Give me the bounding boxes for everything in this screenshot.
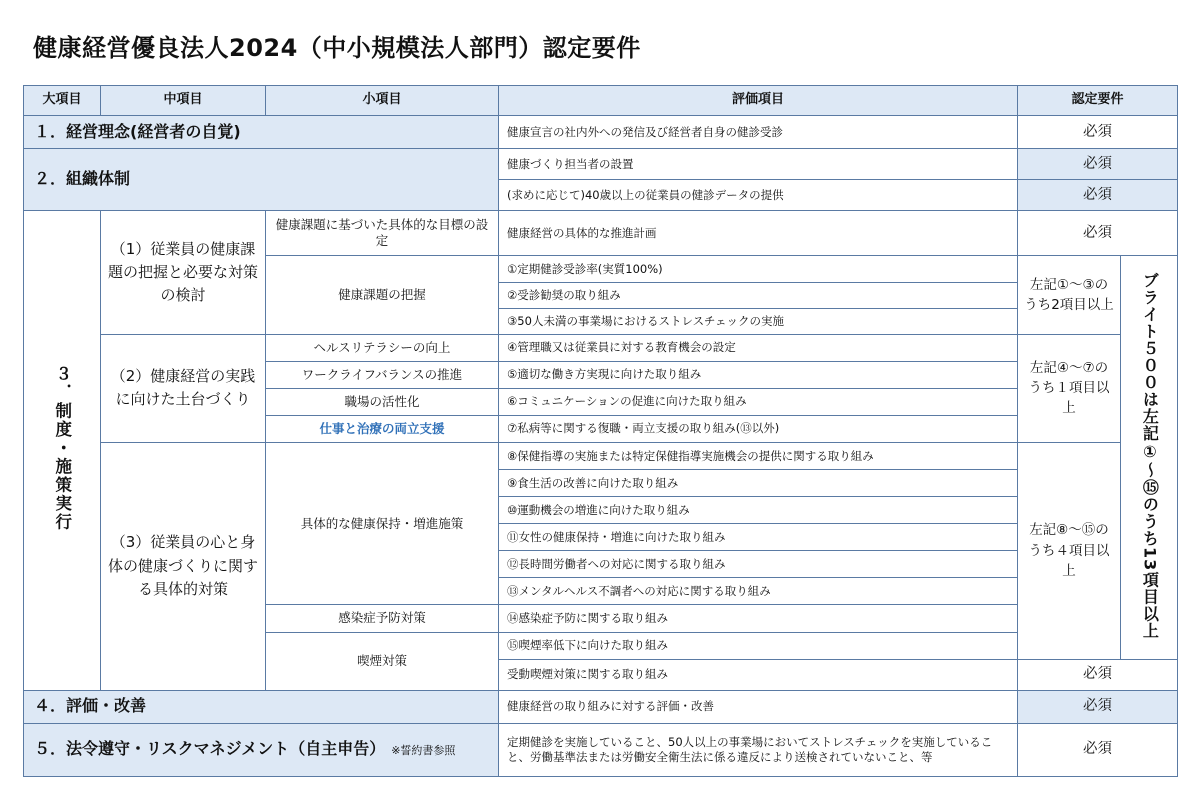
small-item-wlb: ワークライフバランスの推進 bbox=[266, 361, 499, 388]
header-sho: 小項目 bbox=[266, 86, 499, 116]
condition-8-15: 左記⑧～⑮のうち４項目以上 bbox=[1018, 442, 1121, 659]
section-4-row bbox=[24, 690, 1178, 723]
section-5-row bbox=[24, 723, 1178, 776]
table-row bbox=[24, 334, 1178, 361]
header-dai: 大項目 bbox=[24, 86, 101, 116]
eval-13: ⑬メンタルヘルス不調者への対応に関する取り組み bbox=[499, 578, 1018, 605]
table-row bbox=[24, 442, 1178, 469]
condition-1-3: 左記①～③のうち2項目以上 bbox=[1018, 256, 1121, 334]
section-2-req-2: 必須 bbox=[1018, 180, 1178, 211]
section-1-req: 必須 bbox=[1018, 116, 1178, 149]
small-item-kitsuen: 喫煙対策 bbox=[266, 632, 499, 690]
small-item-target: 健康課題に基づいた具体的な目標の設定 bbox=[266, 211, 499, 256]
eval-5: ⑤適切な働き方実現に向けた取り組み bbox=[499, 361, 1018, 388]
section-5-cell bbox=[24, 723, 499, 776]
header-nintei: 認定要件 bbox=[1018, 86, 1178, 116]
eval-6: ⑥コミュニケーションの促進に向けた取り組み bbox=[499, 388, 1018, 415]
bright500-condition: ブライト５００は左記①～⑮のうち13項目以上 bbox=[1121, 256, 1178, 659]
eval-7: ⑦私病等に関する復職・両立支援の取り組み(⑬以外) bbox=[499, 415, 1018, 442]
small-item-kansen: 感染症予防対策 bbox=[266, 605, 499, 632]
eval-16: 受動喫煙対策に関する取り組み bbox=[499, 659, 1018, 690]
section-5-req: 必須 bbox=[1018, 723, 1178, 776]
eval-15: ⑮喫煙率低下に向けた取り組み bbox=[499, 632, 1018, 659]
section-1-row bbox=[24, 116, 1178, 149]
requirements-table bbox=[23, 85, 1178, 777]
eval-10: ⑩運動機会の増進に向けた取り組み bbox=[499, 497, 1018, 524]
eval-4: ④管理職又は従業員に対する教育機会の設定 bbox=[499, 334, 1018, 361]
section-2-row-1 bbox=[24, 149, 1178, 180]
table-header-row bbox=[24, 86, 1178, 116]
section-2-req-1: 必須 bbox=[1018, 149, 1178, 180]
section-2-eval-1: 健康づくり担当者の設置 bbox=[499, 149, 1018, 180]
header-hyoka: 評価項目 bbox=[499, 86, 1018, 116]
small-item-haaku: 健康課題の把握 bbox=[266, 256, 499, 334]
section-1-eval: 健康宣言の社内外への発信及び経営者自身の健診受診 bbox=[499, 116, 1018, 149]
section-2-eval-2: (求めに応じて)40歳以上の従業員の健診データの提供 bbox=[499, 180, 1018, 211]
eval-12: ⑫長時間労働者への対応に関する取り組み bbox=[499, 551, 1018, 578]
eval-14: ⑭感染症予防に関する取り組み bbox=[499, 605, 1018, 632]
section-2-label: ２．組織体制 bbox=[24, 149, 499, 211]
eval-1: ①定期健診受診率(実質100%) bbox=[499, 256, 1018, 282]
small-item-kasseika: 職場の活性化 bbox=[266, 388, 499, 415]
mid-item-1: （1）従業員の健康課題の把握と必要な対策の検討 bbox=[101, 211, 266, 334]
eval-2: ②受診勧奨の取り組み bbox=[499, 282, 1018, 308]
eval-8: ⑧保健指導の実施または特定保健指導実施機会の提供に関する取り組み bbox=[499, 442, 1018, 469]
section-4-label: ４．評価・改善 bbox=[24, 690, 499, 723]
eval-3: ③50人未満の事業場におけるストレスチェックの実施 bbox=[499, 308, 1018, 334]
req-judo: 必須 bbox=[1018, 659, 1178, 690]
section-5-note: ※誓約書参照 bbox=[391, 744, 456, 758]
section-5-eval: 定期健診を実施していること、50人以上の事業場においてストレスチェックを実施していること、労働基準法または労働安全衛生法に係る違反により送検されていないこと、等 bbox=[499, 723, 1018, 776]
eval-plan: 健康経営の具体的な推進計画 bbox=[499, 211, 1018, 256]
page-title: 健康経営優良法人2024（中小規模法人部門）認定要件 bbox=[33, 34, 641, 62]
small-item-ryoritsu: 仕事と治療の両立支援 bbox=[266, 415, 499, 442]
header-chu: 中項目 bbox=[101, 86, 266, 116]
small-item-literacy: ヘルスリテラシーの向上 bbox=[266, 334, 499, 361]
eval-11: ⑪女性の健康保持・増進に向けた取り組み bbox=[499, 524, 1018, 551]
condition-4-7: 左記④～⑦のうち１項目以上 bbox=[1018, 334, 1121, 442]
section-1-label: １．経営理念(経営者の自覚) bbox=[24, 116, 499, 149]
section-5-label: ５．法令遵守・リスクマネジメント（自主申告） bbox=[34, 739, 386, 759]
mid-item-2: （2）健康経営の実践に向けた土台づくり bbox=[101, 334, 266, 442]
section-3-label: ３．制度・施策実行 bbox=[24, 211, 101, 690]
eval-9: ⑨食生活の改善に向けた取り組み bbox=[499, 470, 1018, 497]
table-row bbox=[24, 211, 1178, 256]
section-4-eval: 健康経営の取り組みに対する評価・改善 bbox=[499, 690, 1018, 723]
req-plan: 必須 bbox=[1018, 211, 1178, 256]
mid-item-3: （3）従業員の心と身体の健康づくりに関する具体的対策 bbox=[101, 442, 266, 690]
section-4-req: 必須 bbox=[1018, 690, 1178, 723]
small-item-gutai: 具体的な健康保持・増進施策 bbox=[266, 442, 499, 604]
